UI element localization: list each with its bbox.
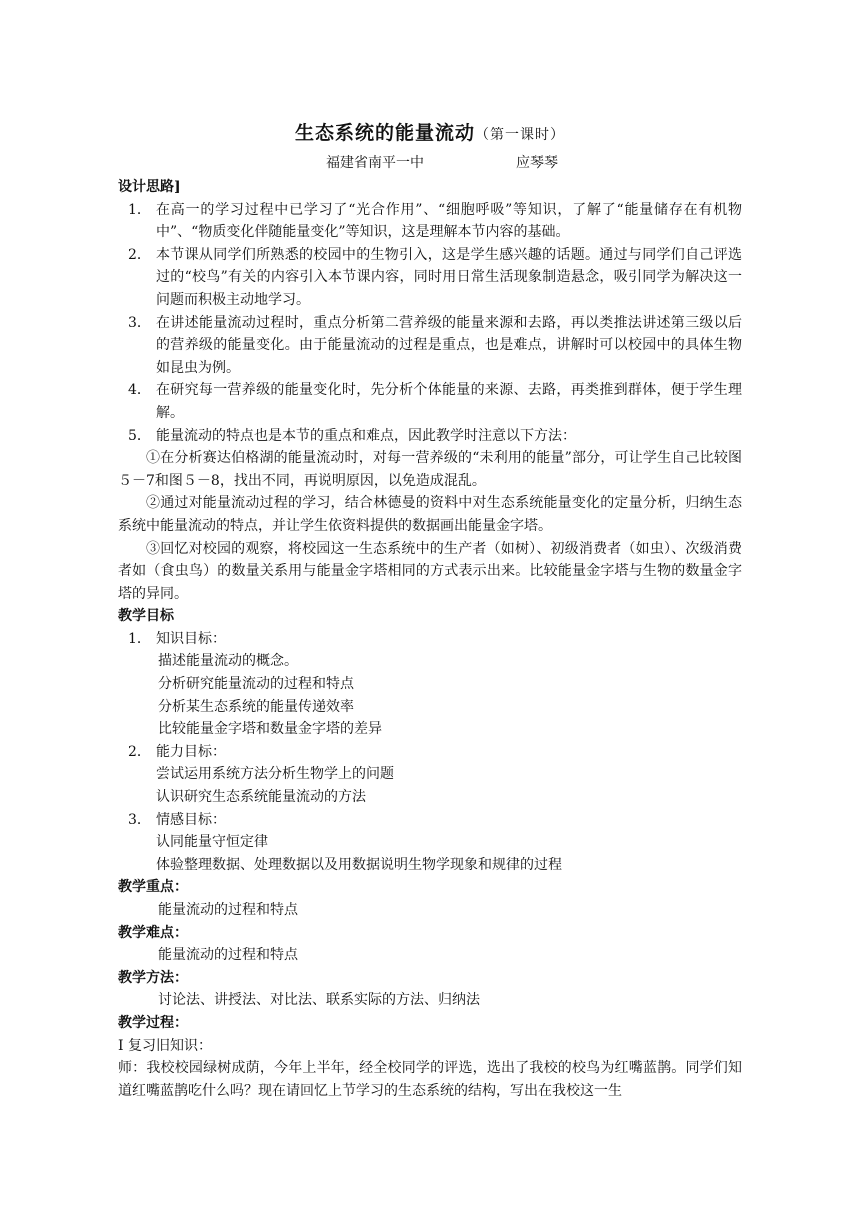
- teacher-paragraph: 师：我校校园绿树成荫，今年上半年，经全校同学的评选，选出了我校的校鸟为红嘴蓝鹊。同学们知道红嘴蓝鹊吃什么吗？现在请回忆上节学习的生态系统的结构，写出在我校这一生: [118, 1060, 742, 1099]
- design-item: 5． 能量流动的特点也是本节的重点和难点，因此教学时注意以下方法：: [128, 427, 576, 444]
- design-heading: 设计思路]: [118, 179, 181, 195]
- design-item: 4． 在研究每一营养级的能量变化时，先分析个体能量的来源、去路，再类推到群体，便于学生理解。: [128, 382, 742, 421]
- key-point-heading: 教学重点：: [118, 879, 188, 896]
- title-subtitle: （第一课时）: [475, 127, 565, 143]
- goal-item: 体验整理数据、处理数据以及用数据说明生物学现象和规律的过程: [156, 856, 562, 873]
- design-sub-paragraph: ①在分析赛达伯格湖的能量流动时，对每一营养级的“未利用的能量”部分，可让学生自己比较图５－7和图５－8，找出不同，再说明原因，以免造成混乱。: [118, 450, 742, 489]
- goal-category: 1． 知识目标：: [128, 630, 226, 647]
- document-title: [0, 118, 860, 145]
- design-item: 3． 在讲述能量流动过程时，重点分析第二营养级的能量来源和去路，再以类推法讲述第三级以后的营养级的能量变化。由于能量流动的过程是重点，也是难点，讲解时可以校园中的具体生物如昆虫为例。: [128, 314, 742, 376]
- design-item: 2． 本节课从同学们所熟悉的校园中的生物引入，这是学生感兴趣的话题。通过与同学们自己评选过的“校鸟”有关的内容引入本节课内容，同时用日常生活现象制造悬念，吸引同学为解决这一问题而积极主动地学习。: [128, 246, 742, 308]
- method-heading: 教学方法：: [118, 969, 188, 986]
- key-point-text: 能量流动的过程和特点: [158, 902, 298, 918]
- difficulty-heading: 教学难点：: [118, 924, 188, 941]
- goal-item: 描述能量流动的概念。: [158, 653, 298, 670]
- goal-item: 认同能量守恒定律: [156, 834, 268, 851]
- title-main: 生态系统的能量流动: [294, 122, 475, 144]
- goal-category: 3． 情感目标：: [128, 811, 226, 828]
- difficulty-text: 能量流动的过程和特点: [158, 947, 298, 964]
- design-sub-paragraph: ③回忆对校园的观察，将校园这一生态系统中的生产者（如树）、初级消费者（如虫）、次级消费者如（食虫鸟）的数量关系用与能量金字塔相同的方式表示出来。比较能量金字塔与生物的数量金字塔的异同。: [118, 540, 742, 602]
- goal-item: 认识研究生态系统能量流动的方法: [156, 789, 366, 806]
- design-sub-paragraph: ②通过对能量流动过程的学习，结合林德曼的资料中对生态系统能量变化的定量分析，归纳生态系统中能量流动的特点，并让学生依资料提供的数据画出能量金字塔。: [118, 495, 742, 534]
- author-line: [326, 152, 558, 172]
- school-name: 福建省南平一中: [326, 155, 424, 171]
- document-body: [118, 176, 742, 1102]
- goals-heading: 教学目标: [118, 608, 174, 625]
- process-heading: 教学过程：: [118, 1014, 188, 1031]
- goal-category: 2． 能力目标：: [128, 743, 226, 760]
- author-name: 应琴琴: [516, 155, 558, 171]
- review-line: I 复习旧知识：: [118, 1037, 212, 1054]
- goal-item: 分析某生态系统的能量传递效率: [158, 698, 354, 715]
- design-item: 1． 在高一的学习过程中已学习了“光合作用”、“细胞呼吸”等知识，了解了“能量储存在有机物中”、“物质变化伴随能量变化”等知识，这是理解本节内容的基础。: [128, 201, 742, 241]
- method-text: 讨论法、讲授法、对比法、联系实际的方法、归纳法: [158, 992, 480, 1009]
- goal-item: 尝试运用系统方法分析生物学上的问题: [156, 766, 394, 783]
- goal-item: 分析研究能量流动的过程和特点: [158, 676, 354, 693]
- goal-item: 比较能量金字塔和数量金字塔的差异: [158, 721, 382, 738]
